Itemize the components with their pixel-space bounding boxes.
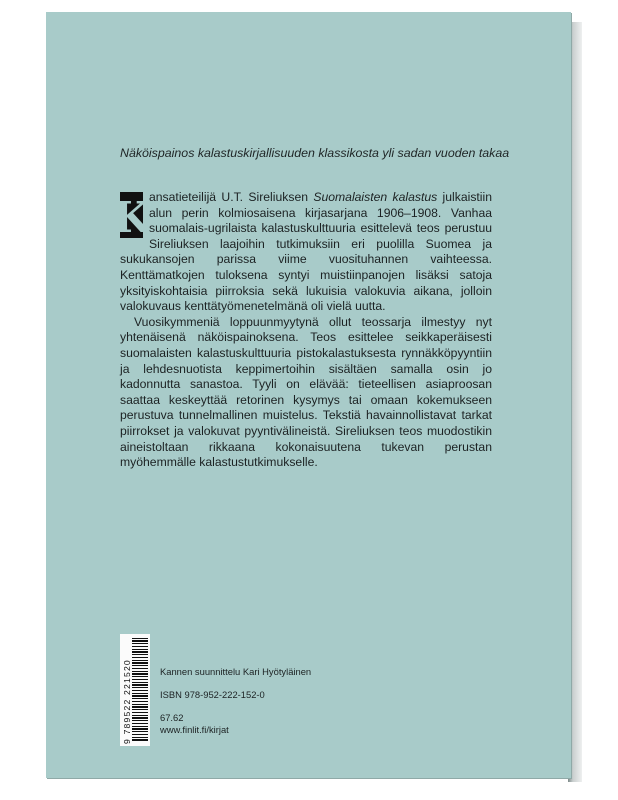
class-code: 67.62	[160, 712, 184, 723]
barcode-digits: 9 789522 221520	[122, 659, 132, 744]
dropcap-text: K	[113, 193, 150, 242]
isbn-text: ISBN 978-952-222-152-0	[160, 689, 265, 700]
blurb-text	[113, 190, 492, 471]
publisher-website: www.finlit.fi/kirjat	[160, 724, 229, 735]
cover-designer: Kannen suunnittelu Kari Hyötyläinen	[160, 666, 312, 677]
blurb-rest: julkaistiin alun perin kolmiosaisena kirjasarjana 1906–1908. Vanhaa suomalais-ugrilaista kalastuskulttuuria esittelevä teos perustuu Sireliuksen laajoihin tutkimuksiin eri puolilla Suomea ja sukukansojen parissa viime vuosituhannen vaihteessa. Kenttämatkojen tuloksena syntyi muistiinpanojen lisäksi satoja yksityiskohtaisia piirroksia sekä lukuisia valokuvia aikana, jolloin valokuvaus kenttätyömenetelmänä oli vielä uutta.	[120, 190, 492, 314]
book-title-italic: Suomalaisten kalastus	[313, 190, 438, 204]
credits-block	[160, 666, 311, 736]
dropcap-letter-icon	[113, 192, 150, 242]
tagline: Näköispainos kalastuskirjallisuuden klassikosta yli sadan vuoden takaa	[120, 146, 510, 160]
blurb-paragraph-2: Vuosikymmeniä loppuunmyytynä ollut teossarja ilmestyy nyt yhtenäisenä näköispainoksena. Teos esittelee seikkaperäisesti suomalaisten kalastuskulttuuria pistokalastuksesta rynnäkköpyyntiin ja lehdesnuotista keppimertoihin sisältäen samalla osin jo kadonnutta sanastoa. Tyyli on elävää: tieteellisen asiaproosan saattaa keskeyttää retorinen kysymys tai omaan kokemukseen perustuva tunnelmallinen muistelus. Tekstiä havainnollistavat tarkat piirrokset ja valokuvat pyyntivälineistä. Sireliuksen teos muodostikin aineistoltaan rikkaana kokonaisuutena tukevan perustan myöhemmälle kalastustutkimukselle.	[120, 314, 492, 470]
blurb-lead: ansatieteilijä U.T. Sireliuksen	[149, 190, 314, 204]
dropcap-k	[113, 192, 150, 242]
blurb-paragraph-1	[113, 190, 492, 315]
isbn-barcode	[120, 634, 150, 746]
barcode-bars	[132, 638, 148, 742]
